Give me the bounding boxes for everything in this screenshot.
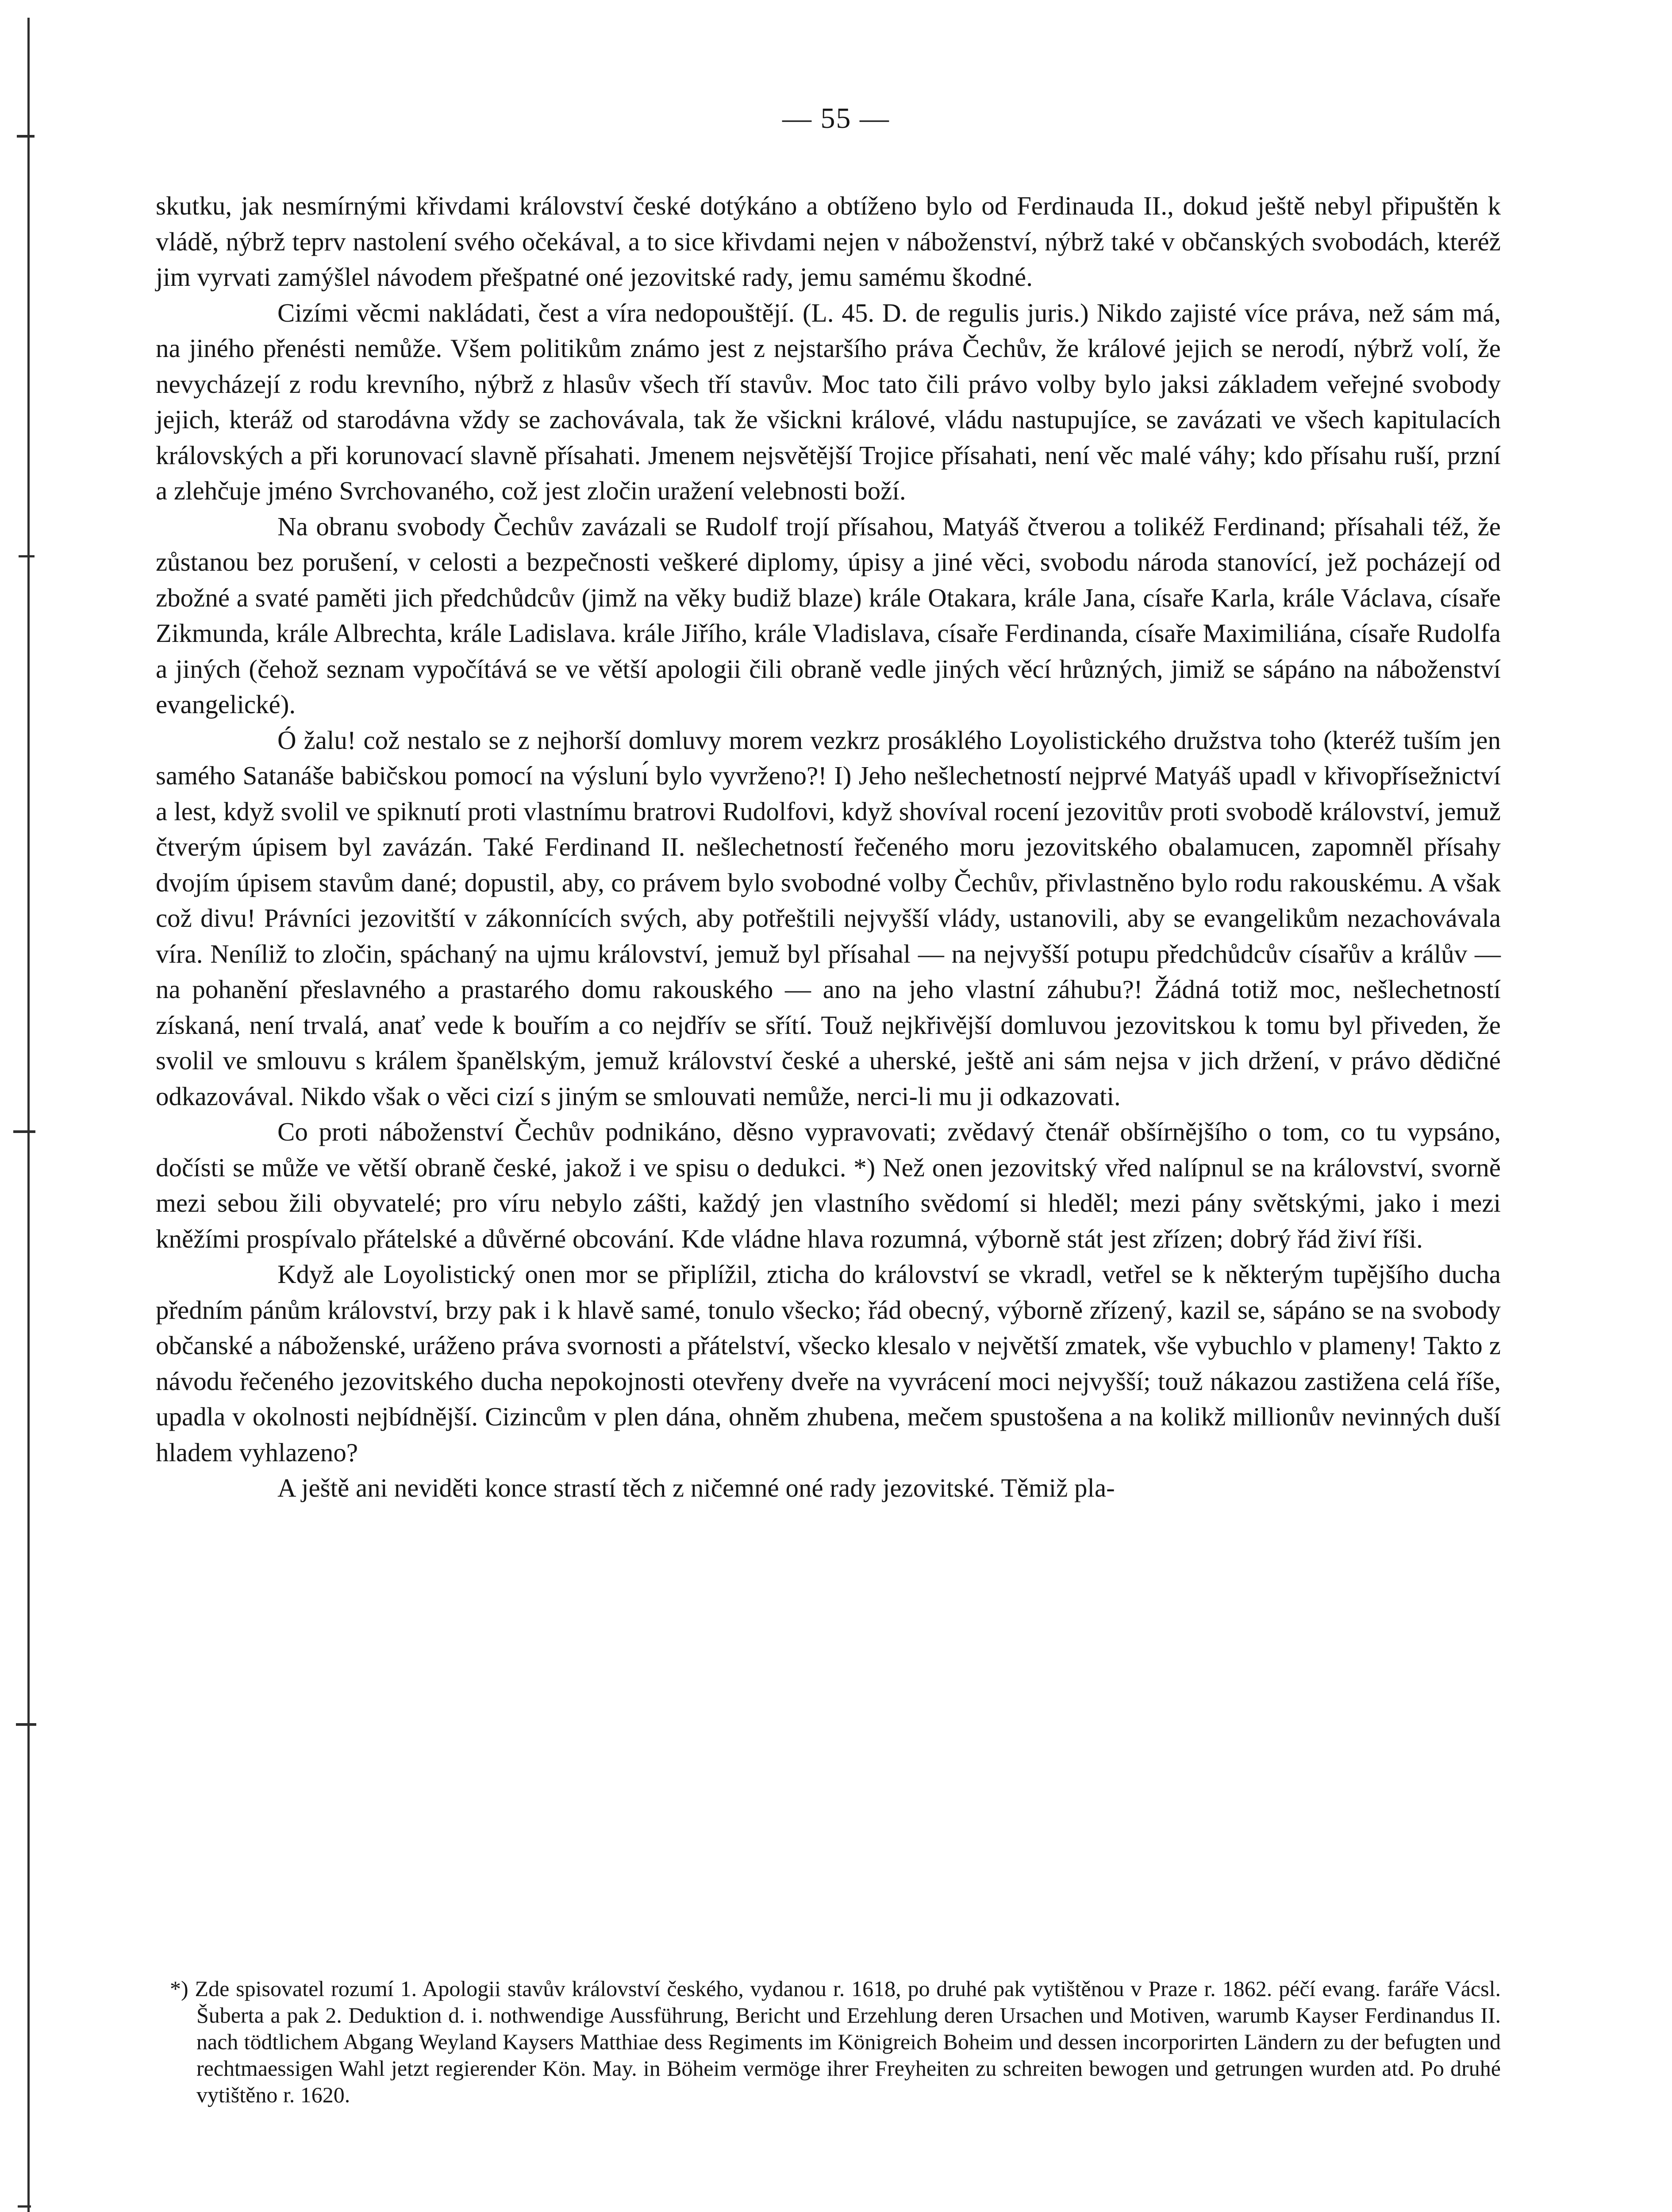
footnote-text: *) Zde spisovatel rozumí 1. Apologii stavův království českého, vydanou r. 1618, po druhé pak vytištěnou v Praze r. 1862. péčí evang. faráře Vácsl. Šuberta a pak 2. Deduktion d. i. nothwendige Aussführung, Bericht und Erzehlung deren Ursachen und Motiven, warumb Kayser Ferdinandus II. nach tödtlichem Abgang Weyland Kaysers Matthiae dess Regiments im Königreich Boheim und dessen incorporirten Ländern zu der befugten und rechtmaessigen Wahl jetzt regierender Kön. May. in Böheim vermöge ihrer Freyheiten zu schreiten bewogen und getrungen wurden atd. Po druhé vytištěno r. 1620. [170, 1976, 1501, 2107]
paragraph: A ještě ani neviděti konce strastí těch z ničemné oné rady jezovitské. Těmiž pla- [277, 1473, 1115, 1502]
binding-mark [16, 1723, 36, 1726]
paragraph: skutku, jak nesmírnými křivdami království české dotýkáno a obtíženo bylo od Ferdinauda II., dokud ještě nebyl připuštěn k vládě, nýbrž teprv nastolení svého očekával, a to sice křivdami nejen v náboženství, nýbrž také v občanských svobodách, kteréž jim vyrvati zamýšlel návodem přešpatné oné jezovitské rady, jemu samému škodné. [156, 191, 1501, 292]
paragraph: Když ale Loyolistický onen mor se připlížil, zticha do království se vkradl, vetřel se k některým tupějšího ducha předním pánům království, brzy pak i k hlavě samé, tonulo všecko; řád obecný, výborně zřízený, kazil se, sápáno se na svobody občanské a náboženské, uráženo práva svornosti a přátelství, všecko klesalo v největší zmatek, vše vybuchlo v plameny! Takto z návodu řečeného jezovitského ducha nepokojnosti otevřeny dveře na vyvrácení moci nejvyšší; touž nákazou zastižena celá říše, upadla v okolnosti nejbídnější. Cizincům v plen dána, ohněm zhubena, mečem spustošena a na kolikž millionův nevinných duší hladem vyhlazeno? [156, 1260, 1501, 1467]
binding-mark [18, 2205, 31, 2208]
paragraph: Ó žalu! což nestalo se z nejhorší domluvy morem vezkrz prosáklého Loyolistického družstva toho (kteréž tuším jen samého Satanáše babičskou pomocí na výslunı́ bylo vyvrženo?! I) Jeho nešlechetností nejprvé Matyáš upadl v křivopřísežnictví a lest, když svolil ve spiknutí proti vlastnímu bratrovi Rudolfovi, když shovíval rocení jezovitův proti svobodě království, jemuž čtverým úpisem byl zavázán. Také Ferdinand II. nešlechetností řečeného moru jezovitského obalamucen, zapomněl přísahy dvojím úpisem stavům dané; dopustil, aby, co právem bylo svobodné volby Čechův, přivlastněno bylo rodu rakouskému. A však což divu! Právníci jezovitští v zákonnících svých, aby potřeštili nejvyšší vlády, ustanovili, aby se evangelikům nezachovávala víra. Neníliž to zločin, spáchaný na ujmu království, jemuž byl přísahal — na nejvyšší potupu předchůdcův císařův a králův — na pohanění přeslavného a prastarého domu rakouského — ano na jeho vlastní záhubu?! Žádná totiž moc, nešlechetností získaná, není trvalá, anať vede k bouřím a co nejdřív se sřítí. Touž nejkřivější domluvou jezovitskou k tomu byl přiveden, že svolil ve smlouvu s králem španělským, jemuž království české a uherské, ještě ani sám nejsa v jich držení, v právo dědičné odkazovával. Nikdo však o věci cizí s jiným se smlouvati nemůže, nerci-li mu ji odkazovati. [156, 725, 1501, 1111]
binding-mark [13, 1130, 35, 1133]
page-number: — 55 — [782, 102, 890, 134]
binding-edge-line [27, 18, 30, 2212]
paragraph: Co proti náboženství Čechův podnikáno, děsno vypravovati; zvědavý čtenář obšírnějšího o tom, co tu vypsáno, dočísti se může ve větší obraně české, jakož i ve spisu o dedukci. *) Než onen jezovitský vřed nalípnul se na království, svorně mezi sebou žili obyvatelé; pro víru nebylo zášti, každý jen vlastního svědomí si hleděl; mezi pány světskými, jako i mezi kněžími prospívalo přátelské a důvěrné obcování. Kde vládne hlava rozumná, výborně stát jest zřízen; dobrý řád živí říši. [156, 1117, 1501, 1253]
paragraph: Cizími věcmi nakládati, čest a víra nedopouštějí. (L. 45. D. de regulis juris.) Nikdo zajisté více práva, než sám má, na jiného přenésti nemůže. Všem politikům známo jest z nejstaršího práva Čechův, že králové jejich se nerodí, nýbrž volí, že nevycházejí z rodu krevního, nýbrž z hlasův všech tří stavův. Moc tato čili právo volby bylo jaksi základem veřejné svobody jejich, kteráž od starodávna vždy se zachovávala, tak že všickni králové, vládu nastupujíce, se zavázati ve všech kapitulacích královských a při korunovací slavně přísahati. Jmenem nejsvětější Trojice přísahati, není věc malé váhy; kdo přísahu ruší, przní a zlehčuje jméno Svrchovaného, což jest zločin uražení velebnosti boží. [156, 298, 1501, 505]
footnote [156, 1975, 1501, 2108]
paragraph: Na obranu svobody Čechův zavázali se Rudolf trojí přísahou, Matyáš čtverou a tolikéž Ferdinand; přísahali též, že zůstanou bez porušení, v celosti a bezpečnosti veškeré diplomy, úpisy a jiné věci, svobodu národa stanovící, jež pocházejí od zbožné a svaté paměti jich předchůdcův (jimž na věky budiž blaze) krále Otakara, krále Jana, císaře Karla, krále Václava, císaře Zikmunda, krále Albrechta, krále Ladislava. krále Jiřího, krále Vladislava, císaře Ferdinanda, císaře Maximiliána, císaře Rudolfa a jiných (čehož seznam vypočítává se ve větší apologii čili obraně vedle jiných věcí hrůzných, jimiž se sápáno na náboženství evangelické). [156, 511, 1501, 719]
binding-mark [19, 555, 35, 557]
main-text [156, 188, 1501, 1506]
